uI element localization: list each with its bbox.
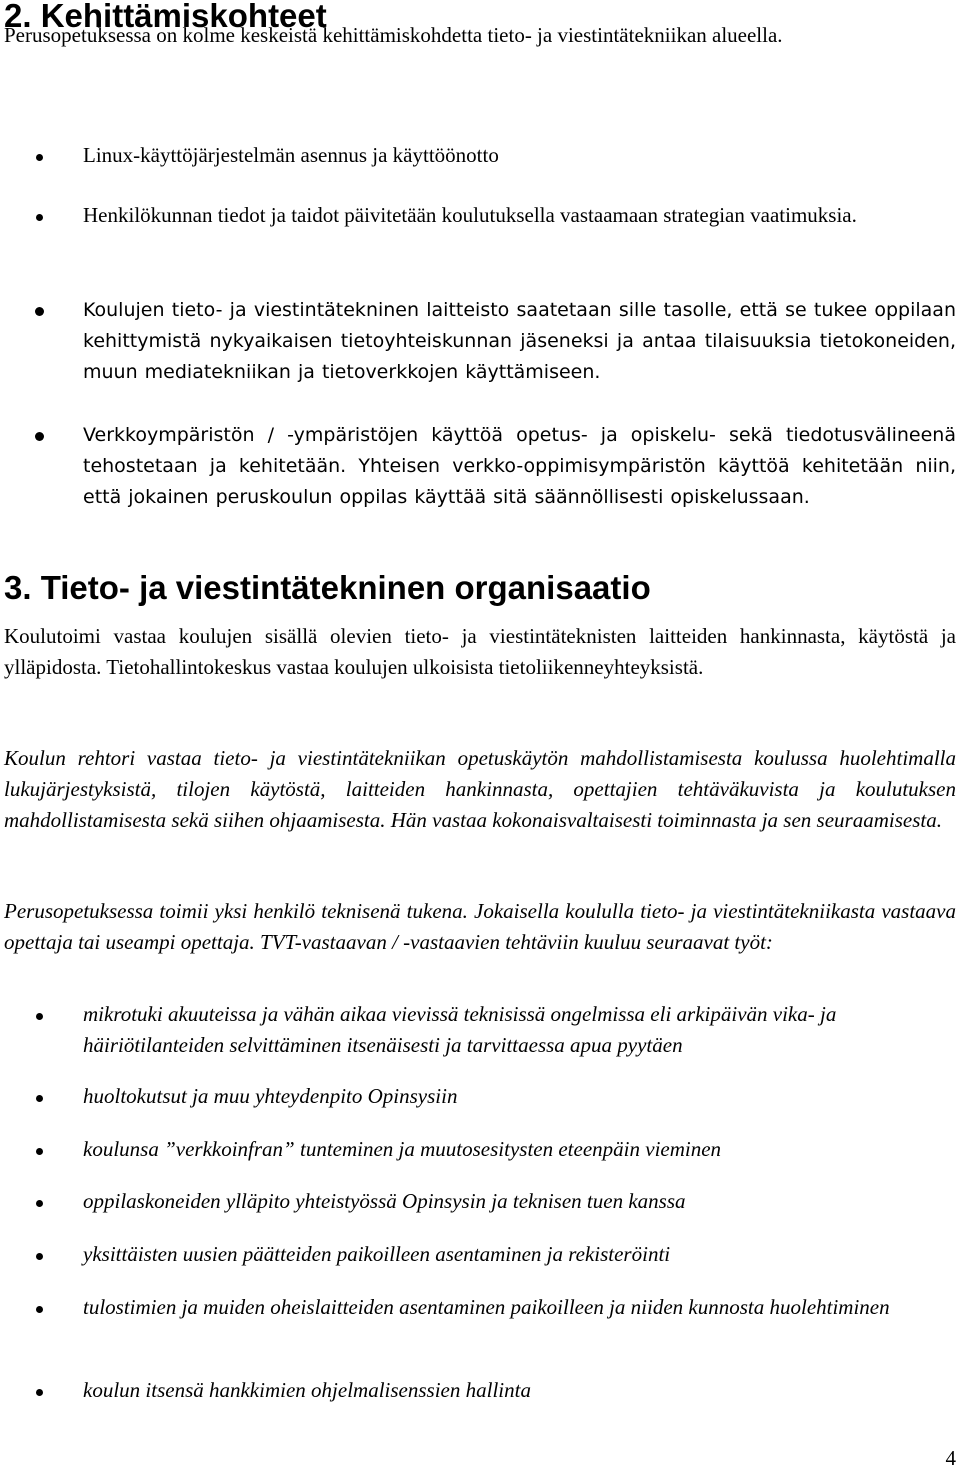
bullet-icon xyxy=(36,1200,43,1207)
list-item-text: tulostimien ja muiden oheislaitteiden asentaminen paikoilleen ja niiden kunnosta huolehtiminen xyxy=(83,1295,890,1319)
intro-paragraph: Perusopetuksessa on kolme keskeistä kehittämiskohdetta tieto- ja viestintätekniikan alueella. xyxy=(4,23,783,47)
list-item-text: koulun itsensä hankkimien ohjelmalisenssien hallinta xyxy=(83,1378,531,1402)
bullet-icon xyxy=(36,1013,43,1020)
list-item-text: Henkilökunnan tiedot ja taidot päivitetään koulutuksella vastaamaan strategian vaatimuksia. xyxy=(83,203,857,227)
bullet-icon xyxy=(36,214,43,221)
bullet-icon xyxy=(36,1389,43,1396)
bullet-icon xyxy=(36,1253,43,1260)
list-item-text: koulunsa ”verkkoinfran” tunteminen ja muutosesitysten eteenpäin vieminen xyxy=(83,1137,722,1161)
list-item-text: huoltokutsut ja muu yhteydenpito Opinsysiin xyxy=(83,1084,458,1108)
bullet-icon xyxy=(36,1095,43,1102)
list-item-text: mikrotuki akuuteissa ja vähän aikaa vievissä teknisissä ongelmissa eli arkipäivän vika- ja häiriötilanteiden selvittäminen itsenäisesti ja tarvittaessa apua pyytäen xyxy=(83,1002,837,1057)
page-number: 4 xyxy=(945,1446,956,1470)
bullet-icon xyxy=(35,432,44,441)
paragraph-rehtori: Koulun rehtori vastaa tieto- ja viestintätekniikan opetuskäytön mahdollistamisesta koulussa huolehtimalla lukujärjestyksistä, tilojen käytöstä, laitteiden hankinnasta, opettajien tehtäväkuvista ja koulutuksen mahdollistamisesta sekä siihen ohjaamisesta. Hän vastaa kokonaisvaltaisesti toiminnasta ja sen seuraamisesta. xyxy=(4,746,956,832)
list-item-text: Verkkoympäristön / -ympäristöjen käyttöä opetus- ja opiskelu- sekä tiedotusvälineenä tehostetaan ja kehitetään. Yhteisen verkko-oppimisympäristön käyttöä kehitetään niin, että jokainen peruskoulun oppilas käyttää sitä säännöllisesti opiskelussaan. xyxy=(83,424,956,508)
bullet-icon xyxy=(35,307,44,316)
list-item-text: yksittäisten uusien päätteiden paikoilleen asentaminen ja rekisteröinti xyxy=(83,1242,671,1266)
bullet-icon xyxy=(36,1306,43,1313)
section-heading-kehittamiskohteet: 2. Kehittämiskohteet xyxy=(4,0,327,34)
section-heading-organisaatio: 3. Tieto- ja viestintätekninen organisaatio xyxy=(4,569,651,606)
list-item-text: Linux-käyttöjärjestelmän asennus ja käyttöönotto xyxy=(83,143,499,167)
paragraph-tekninen-tuki: Perusopetuksessa toimii yksi henkilö teknisenä tukena. Jokaisella koululla tieto- ja viestintätekniikasta vastaava opettaja tai useampi opettaja. TVT-vastaavan / -vastaavien tehtäviin kuuluu seuraavat työt: xyxy=(4,899,956,954)
list-item-text: oppilaskoneiden ylläpito yhteistyössä Opinsysin ja teknisen tuen kanssa xyxy=(83,1189,686,1213)
bullet-icon xyxy=(36,154,43,161)
bullet-icon xyxy=(36,1148,43,1155)
paragraph-koulutoimi: Koulutoimi vastaa koulujen sisällä olevien tieto- ja viestintäteknisten laitteiden hankinnasta, käytöstä ja ylläpidosta. Tietohallintokeskus vastaa koulujen ulkoisista tietoliikenneyhteyksistä. xyxy=(4,624,956,679)
list-item-text: Koulujen tieto- ja viestintätekninen laitteisto saatetaan sille tasolle, että se tukee oppilaan kehittymistä nykyaikaisen tietoyhteiskunnan jäseneksi ja antaa tilaisuuksia tietokoneiden, muun mediatekniikan ja tietoverkkojen käyttämiseen. xyxy=(83,299,956,383)
